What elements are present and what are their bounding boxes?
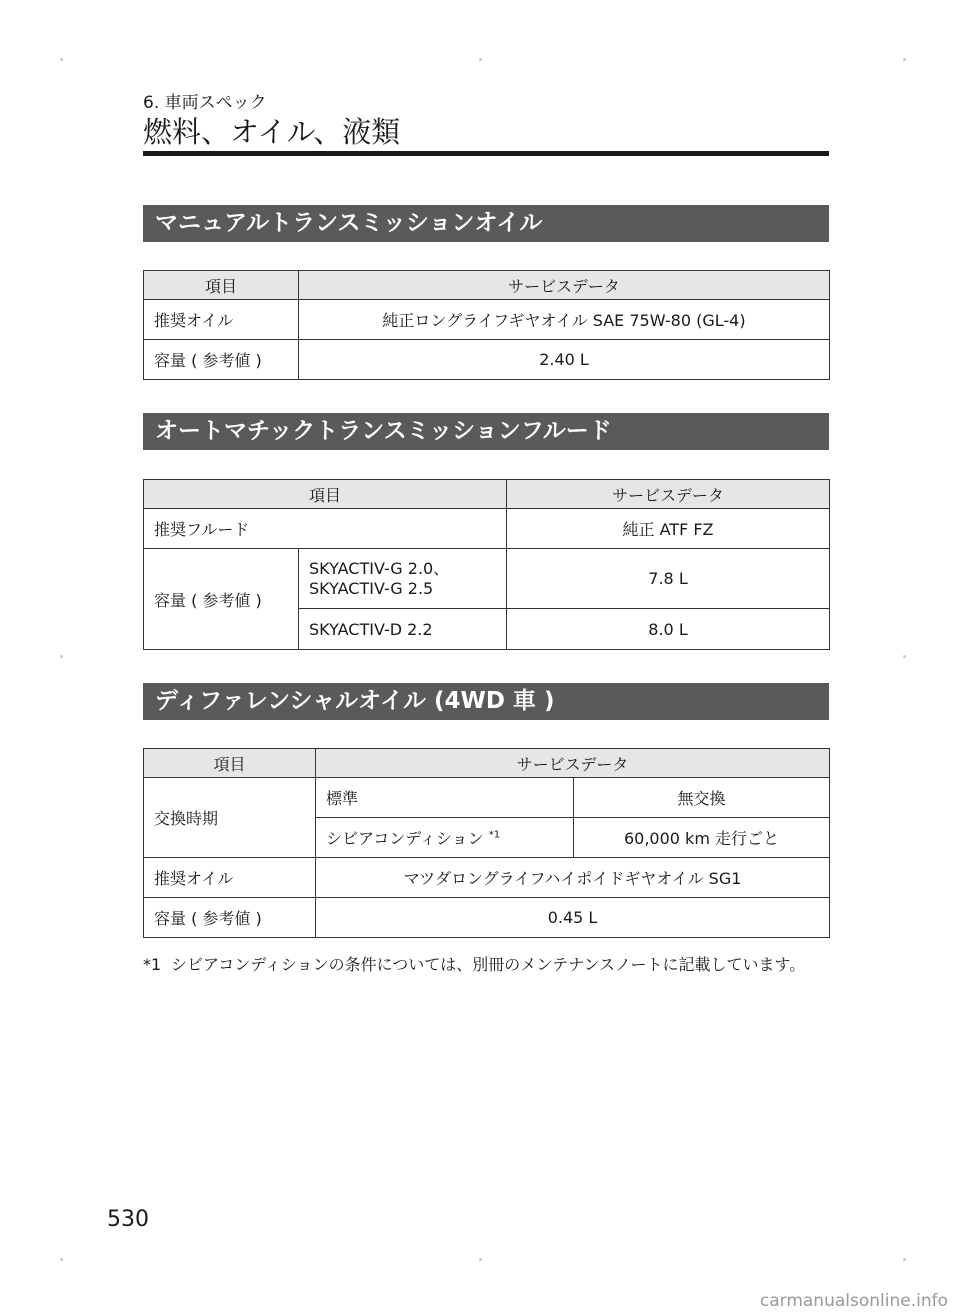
header-service-data: サービスデータ	[316, 749, 830, 778]
table-row	[144, 300, 830, 340]
condition-label: 標準	[316, 778, 574, 818]
row-value: 7.8 L	[507, 549, 830, 609]
row-value: 0.45 L	[316, 898, 830, 938]
header-service-data: サービスデータ	[507, 480, 830, 509]
row-label: 容量 ( 参考値 )	[144, 898, 316, 938]
condition-text: シビアコンディション	[326, 829, 484, 848]
table-header-row	[144, 749, 830, 778]
table-row	[144, 778, 830, 818]
engine-variant: SKYACTIV-D 2.2	[299, 609, 507, 650]
atf-table	[143, 479, 830, 650]
condition-label	[316, 818, 574, 858]
diff-oil-table	[143, 748, 830, 938]
table-row	[144, 858, 830, 898]
crop-mark	[60, 655, 63, 658]
header-service-data: サービスデータ	[299, 271, 830, 300]
row-label: 容量 ( 参考値 )	[144, 549, 299, 650]
table-row	[144, 340, 830, 380]
row-value: 無交換	[574, 778, 830, 818]
crop-mark	[479, 1258, 482, 1261]
row-label: 推奨フルード	[144, 509, 507, 549]
row-value: 60,000 km 走行ごと	[574, 818, 830, 858]
row-label: 容量 ( 参考値 )	[144, 340, 299, 380]
mt-oil-table	[143, 270, 830, 380]
watermark: carmanualsonline.info	[759, 1291, 948, 1311]
row-value: 純正ロングライフギヤオイル SAE 75W-80 (GL-4)	[299, 300, 830, 340]
row-value: 2.40 L	[299, 340, 830, 380]
footnote	[143, 953, 833, 977]
footnote-mark: *1	[143, 955, 162, 974]
table-header-row	[144, 480, 830, 509]
row-label: 推奨オイル	[144, 858, 316, 898]
table-row	[144, 509, 830, 549]
crop-mark	[903, 1258, 906, 1261]
engine-variant: SKYACTIV-G 2.0、SKYACTIV-G 2.5	[299, 549, 507, 609]
section-heading-atf: オートマチックトランスミッションフルード	[143, 413, 829, 450]
page-title: 燃料、オイル、液類	[143, 115, 401, 149]
footnote-ref: *1	[488, 829, 501, 841]
crop-mark	[60, 58, 63, 61]
row-value: 純正 ATF FZ	[507, 509, 830, 549]
breadcrumb: 6. 車両スペック	[143, 93, 267, 113]
row-value: 8.0 L	[507, 609, 830, 650]
row-label: 交換時期	[144, 778, 316, 858]
title-rule	[143, 151, 829, 156]
table-header-row	[144, 271, 830, 300]
section-heading-diff-oil: ディファレンシャルオイル (4WD 車 )	[143, 683, 829, 720]
footnote-text: シビアコンディションの条件については、別冊のメンテナンスノートに記載しています。	[171, 955, 806, 974]
header-item: 項目	[144, 749, 316, 778]
section-heading-mt-oil: マニュアルトランスミッションオイル	[143, 205, 829, 242]
table-row	[144, 549, 830, 609]
crop-mark	[903, 58, 906, 61]
row-value: マツダロングライフハイポイドギヤオイル SG1	[316, 858, 830, 898]
header-item: 項目	[144, 271, 299, 300]
table-row	[144, 898, 830, 938]
row-label: 推奨オイル	[144, 300, 299, 340]
crop-mark	[60, 1258, 63, 1261]
crop-mark	[903, 655, 906, 658]
page-number: 530	[107, 1207, 149, 1232]
crop-mark	[479, 58, 482, 61]
header-item: 項目	[144, 480, 507, 509]
